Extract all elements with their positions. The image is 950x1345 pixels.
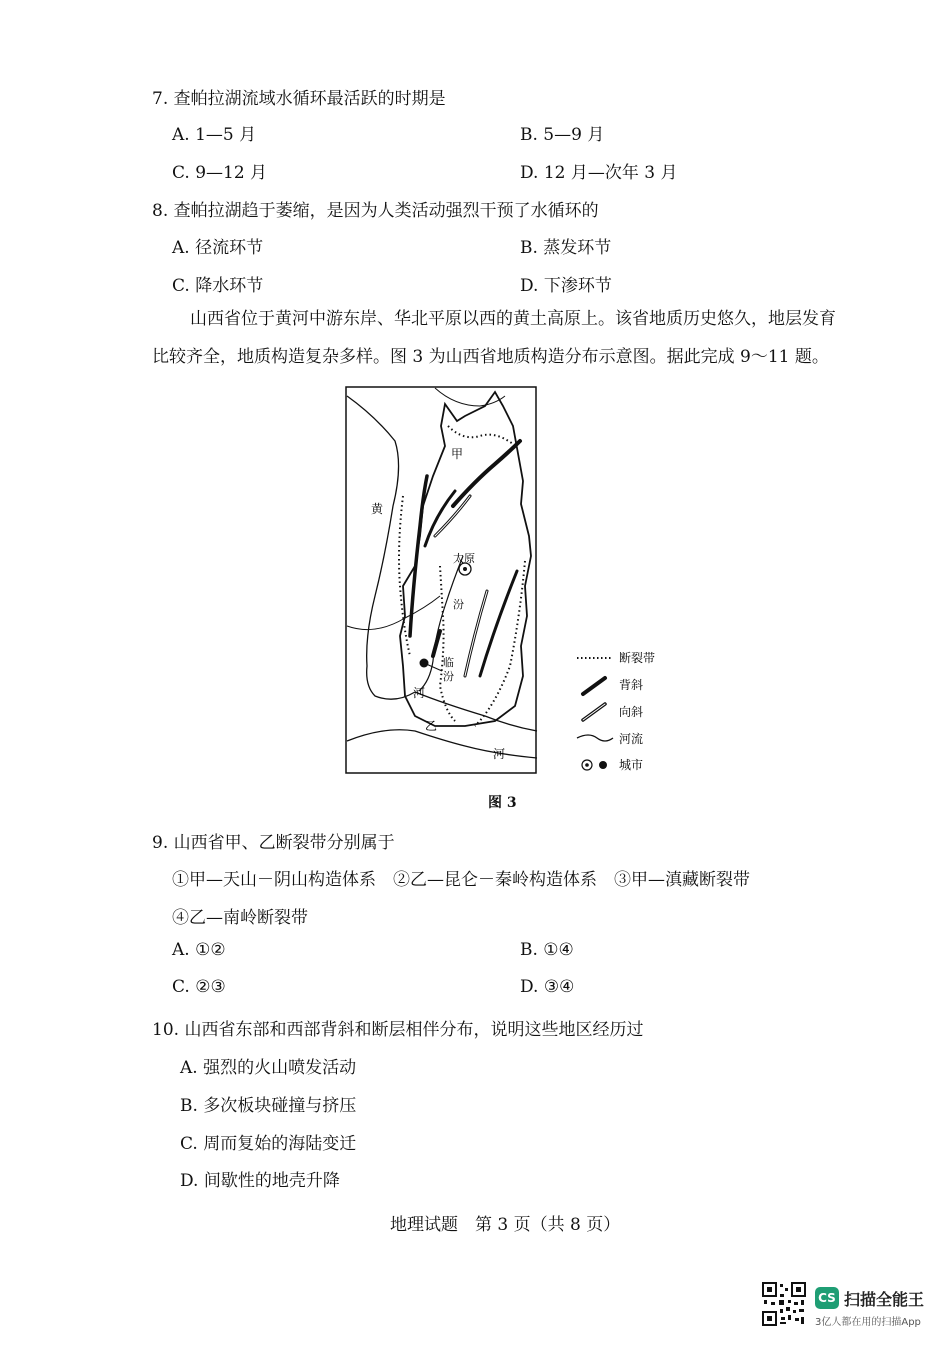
q9-option-d: D. ③④ (520, 977, 575, 997)
camscanner-name: 扫描全能王 (844, 1290, 925, 1309)
q7-option-a: A. 1—5 月 (172, 125, 257, 145)
camscanner-logo: CS (815, 1287, 839, 1309)
fault-jia (448, 426, 513, 444)
yellow-river-west (347, 396, 415, 699)
label-lin: 临 (443, 656, 454, 669)
q9-stem: 9. 山西省甲、乙断裂带分别属于 (152, 833, 395, 853)
q7-option-c: C. 9—12 月 (172, 163, 268, 183)
legend-syncline-inner (583, 704, 605, 720)
q7-stem: 7. 查帕拉湖流域水循环最活跃的时期是 (152, 89, 446, 109)
q10-option-d: D. 间歇性的地壳升降 (180, 1171, 340, 1191)
anticline-west (410, 476, 427, 636)
camscanner-tagline: 3亿人都在用的扫描App (815, 1317, 921, 1328)
q8-option-d: D. 下渗环节 (520, 276, 612, 296)
shanxi-geology-map (345, 386, 785, 776)
taiyuan-city-dot (463, 567, 467, 571)
legend-syncline-label: 向斜 (619, 705, 644, 719)
q10-option-c: C. 周而复始的海陆变迁 (180, 1134, 357, 1154)
legend-anticline-label: 背斜 (619, 678, 644, 692)
q10-stem: 10. 山西省东部和西部背斜和断层相伴分布，说明这些地区经历过 (152, 1020, 644, 1040)
river-west-tributary (347, 596, 440, 630)
label-he-left: 河 (413, 686, 426, 700)
q10-option-a: A. 强烈的火山喷发活动 (180, 1058, 357, 1078)
q8-option-b: B. 蒸发环节 (520, 238, 612, 258)
label-he-bottom: 河 (493, 747, 506, 761)
label-yi: 乙 (425, 719, 438, 733)
q9-option-c: C. ②③ (172, 977, 226, 997)
map-legend (577, 650, 655, 772)
legend-capital-dot (585, 763, 589, 767)
label-taiyuan: 太原 (453, 552, 475, 565)
intro-line-2: 比较齐全，地质构造复杂多样。图 3 为山西省地质构造分布示意图。据此完成 9～11 题。 (152, 347, 829, 367)
fault-central (440, 566, 455, 721)
q9-option-a: A. ①② (172, 940, 226, 960)
page-footer: 地理试题 第 3 页（共 8 页） (390, 1215, 621, 1235)
q7-option-d: D. 12 月—次年 3 月 (520, 163, 678, 183)
figure-caption: 图 3 (488, 795, 517, 811)
q9-option-b: B. ①④ (520, 940, 574, 960)
legend-river-label: 河流 (619, 732, 644, 746)
q7-option-b: B. 5—9 月 (520, 125, 605, 145)
label-fen-city: 汾 (443, 670, 454, 683)
q9-choices-line-1: ①甲—天山－阴山构造体系 ②乙—昆仑－秦岭构造体系 ③甲—滇藏断裂带 (172, 870, 750, 890)
q8-option-a: A. 径流环节 (172, 238, 264, 258)
legend-city-label: 城市 (619, 758, 644, 772)
legend-fault-label: 断裂带 (619, 651, 656, 665)
q8-option-c: C. 降水环节 (172, 276, 264, 296)
legend-anticline-symbol (583, 678, 605, 694)
intro-line-1: 山西省位于黄河中游东岸、华北平原以西的黄土高原上。该省地质历史悠久，地层发育 (190, 309, 836, 329)
legend-city-symbol (599, 761, 607, 769)
qr-code-icon (762, 1282, 806, 1326)
q9-choices-line-2: ④乙—南岭断裂带 (172, 908, 308, 928)
anticline-north-1 (453, 441, 520, 506)
legend-river-symbol (577, 735, 613, 741)
yellow-river-bottom (347, 730, 537, 758)
q10-option-b: B. 多次板块碰撞与挤压 (180, 1096, 357, 1116)
fault-east (475, 561, 525, 726)
q8-stem: 8. 查帕拉湖趋于萎缩，是因为人类活动强烈干预了水循环的 (152, 201, 599, 221)
label-jia: 甲 (451, 447, 464, 461)
label-fen-river: 汾 (453, 598, 464, 611)
label-huang: 黄 (371, 502, 384, 516)
